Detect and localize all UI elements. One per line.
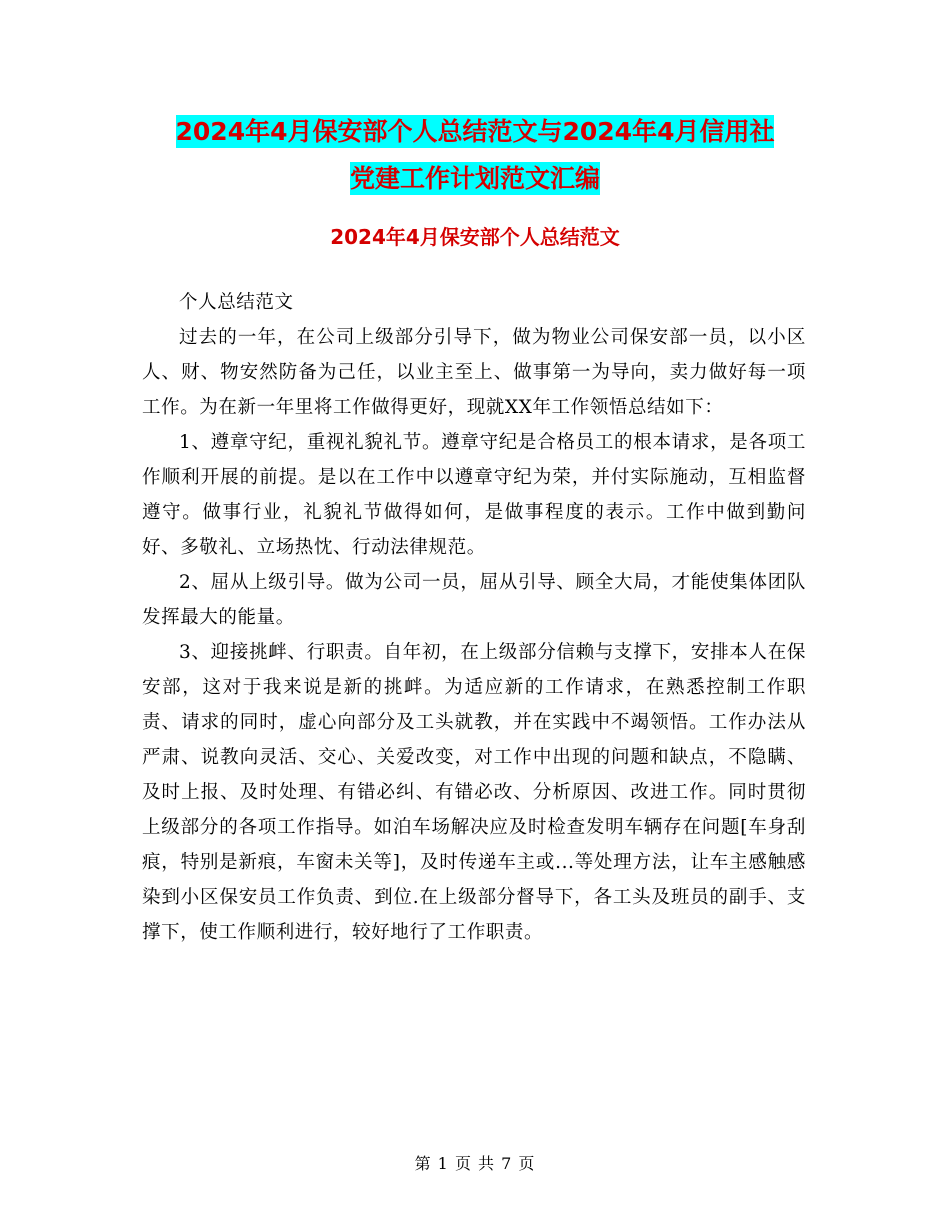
document-title-line-2 [0,155,950,202]
section-title: 2024年4月保安部个人总结范文 [330,225,620,249]
document-title-line-1 [0,108,950,155]
document-body [142,285,806,950]
paragraph: 个人总结范文 [179,292,294,313]
paragraph: 3、迎接挑衅、行职责。自年初，在上级部分信赖与支撑下，安排本人在保安部，这对于我来说是新的挑衅。为适应新的工作请求，在熟悉控制工作职责、请求的同时，虚心向部分及工头就教，并在实践中不竭领悟。工作办法从严肃、说教向灵活、交心、关爱改变，对工作中出现的问题和缺点，不隐瞒、及时上报、及时处理、有错必纠、有错必改、分析原因、改进工作。同时贯彻上级部分的各项工作指导。如泊车场解决应及时检查发明车辆存在问题[车身刮痕，特别是新痕，车窗未关等]，及时传递车主或...等处理方法，让车主感触感染到小区保安员工作负责、到位.在上级部分督导下，各工头及班员的副手、支撑下，使工作顺利进行，较好地行了工作职责。 [142,642,806,943]
paragraph: 过去的一年，在公司上级部分引导下，做为物业公司保安部一员，以小区人、财、物安然防备为己任，以业主至上、做事第一为导向，卖力做好每一项工作。为在新一年里将工作做得更好，现就XX年工作领悟总结如下： [142,327,806,418]
document-title [0,108,950,202]
paragraph: 2、屈从上级引导。做为公司一员，屈从引导、顾全大局，才能使集体团队发挥最大的能量。 [142,572,806,628]
page-number: 第 1 页 共 7 页 [414,1154,536,1173]
paragraph: 1、遵章守纪，重视礼貌礼节。遵章守纪是合格员工的根本请求，是各项工作顺利开展的前提。是以在工作中以遵章守纪为荣，并付实际施动，互相监督遵守。做事行业，礼貌礼节做得如何，是做事程度的表示。工作中做到勤问好、多敬礼、立场热忱、行动法律规范。 [142,432,806,558]
title-highlight: 2024年4月保安部个人总结范文与2024年4月信用社 [175,117,775,146]
title-highlight: 党建工作计划范文汇编 [349,164,600,193]
